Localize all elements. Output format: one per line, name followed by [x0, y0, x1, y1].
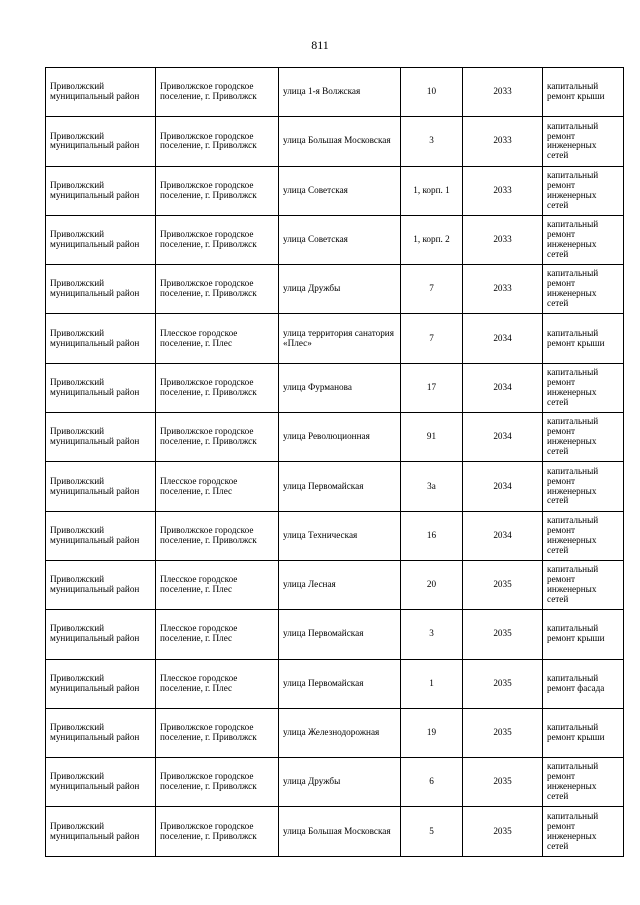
planned-year-cell: 2035: [463, 758, 543, 807]
work-type-cell: капитальный ремонт крыши: [543, 68, 624, 117]
table-row: [46, 708, 624, 757]
street-cell: улица 1-я Волжская: [279, 68, 401, 117]
municipal-district-cell: Приволжский муниципальный район: [46, 659, 156, 708]
municipal-district-cell: Приволжский муниципальный район: [46, 708, 156, 757]
settlement-cell: Плесское городское поселение, г. Плес: [156, 560, 279, 609]
house-number-cell: 3: [401, 117, 463, 166]
planned-year-cell: 2034: [463, 511, 543, 560]
work-type-cell: капитальный ремонт инженерных сетей: [543, 413, 624, 462]
planned-year-cell: 2035: [463, 807, 543, 856]
table-row: [46, 659, 624, 708]
municipal-district-cell: Приволжский муниципальный район: [46, 117, 156, 166]
house-number-cell: 1, корп. 2: [401, 215, 463, 264]
table-row: [46, 610, 624, 659]
work-type-cell: капитальный ремонт инженерных сетей: [543, 363, 624, 412]
table-row: [46, 462, 624, 511]
settlement-cell: Приволжское городское поселение, г. Приволжск: [156, 117, 279, 166]
settlement-cell: Приволжское городское поселение, г. Приволжск: [156, 758, 279, 807]
house-number-cell: 17: [401, 363, 463, 412]
planned-year-cell: 2035: [463, 560, 543, 609]
municipal-district-cell: Приволжский муниципальный район: [46, 265, 156, 314]
planned-year-cell: 2033: [463, 215, 543, 264]
table-row: [46, 117, 624, 166]
street-cell: улица Первомайская: [279, 462, 401, 511]
municipal-district-cell: Приволжский муниципальный район: [46, 610, 156, 659]
house-number-cell: 3а: [401, 462, 463, 511]
street-cell: улица Советская: [279, 215, 401, 264]
planned-year-cell: 2035: [463, 659, 543, 708]
municipal-district-cell: Приволжский муниципальный район: [46, 215, 156, 264]
street-cell: улица Революционная: [279, 413, 401, 462]
planned-year-cell: 2034: [463, 413, 543, 462]
work-type-cell: капитальный ремонт инженерных сетей: [543, 117, 624, 166]
municipal-district-cell: Приволжский муниципальный район: [46, 462, 156, 511]
table-row: [46, 166, 624, 215]
street-cell: улица Большая Московская: [279, 117, 401, 166]
table-row: [46, 758, 624, 807]
table-row: [46, 807, 624, 856]
settlement-cell: Плесское городское поселение, г. Плес: [156, 610, 279, 659]
house-number-cell: 5: [401, 807, 463, 856]
settlement-cell: Плесское городское поселение, г. Плес: [156, 314, 279, 363]
house-number-cell: 6: [401, 758, 463, 807]
settlement-cell: Приволжское городское поселение, г. Приволжск: [156, 511, 279, 560]
street-cell: улица Железнодорожная: [279, 708, 401, 757]
house-number-cell: 1: [401, 659, 463, 708]
house-number-cell: 10: [401, 68, 463, 117]
table-row: [46, 560, 624, 609]
house-number-cell: 16: [401, 511, 463, 560]
settlement-cell: Приволжское городское поселение, г. Приволжск: [156, 68, 279, 117]
settlement-cell: Приволжское городское поселение, г. Приволжск: [156, 708, 279, 757]
municipal-district-cell: Приволжский муниципальный район: [46, 758, 156, 807]
house-number-cell: 7: [401, 314, 463, 363]
municipal-district-cell: Приволжский муниципальный район: [46, 166, 156, 215]
work-type-cell: капитальный ремонт фасада: [543, 659, 624, 708]
municipal-district-cell: Приволжский муниципальный район: [46, 560, 156, 609]
settlement-cell: Приволжское городское поселение, г. Приволжск: [156, 265, 279, 314]
street-cell: улица Лесная: [279, 560, 401, 609]
work-type-cell: капитальный ремонт инженерных сетей: [543, 166, 624, 215]
work-type-cell: капитальный ремонт крыши: [543, 610, 624, 659]
planned-year-cell: 2034: [463, 314, 543, 363]
work-type-cell: капитальный ремонт инженерных сетей: [543, 265, 624, 314]
work-type-cell: капитальный ремонт инженерных сетей: [543, 462, 624, 511]
settlement-cell: Приволжское городское поселение, г. Приволжск: [156, 215, 279, 264]
table-body: [46, 68, 624, 857]
house-number-cell: 19: [401, 708, 463, 757]
street-cell: улица Первомайская: [279, 610, 401, 659]
settlement-cell: Приволжское городское поселение, г. Приволжск: [156, 413, 279, 462]
planned-year-cell: 2033: [463, 117, 543, 166]
work-type-cell: капитальный ремонт инженерных сетей: [543, 758, 624, 807]
settlement-cell: Плесское городское поселение, г. Плес: [156, 659, 279, 708]
table-row: [46, 265, 624, 314]
table-row: [46, 511, 624, 560]
work-type-cell: капитальный ремонт инженерных сетей: [543, 807, 624, 856]
planned-year-cell: 2033: [463, 265, 543, 314]
street-cell: улица Дружбы: [279, 758, 401, 807]
street-cell: улица Дружбы: [279, 265, 401, 314]
work-type-cell: капитальный ремонт инженерных сетей: [543, 215, 624, 264]
street-cell: улица Фурманова: [279, 363, 401, 412]
municipal-district-cell: Приволжский муниципальный район: [46, 363, 156, 412]
planned-year-cell: 2034: [463, 462, 543, 511]
street-cell: улица Советская: [279, 166, 401, 215]
street-cell: улица Первомайская: [279, 659, 401, 708]
house-number-cell: 1, корп. 1: [401, 166, 463, 215]
work-type-cell: капитальный ремонт инженерных сетей: [543, 511, 624, 560]
table-row: [46, 363, 624, 412]
house-number-cell: 91: [401, 413, 463, 462]
municipal-district-cell: Приволжский муниципальный район: [46, 314, 156, 363]
street-cell: улица Большая Московская: [279, 807, 401, 856]
table-row: [46, 215, 624, 264]
municipal-district-cell: Приволжский муниципальный район: [46, 68, 156, 117]
planned-year-cell: 2034: [463, 363, 543, 412]
municipal-district-cell: Приволжский муниципальный район: [46, 807, 156, 856]
settlement-cell: Приволжское городское поселение, г. Приволжск: [156, 363, 279, 412]
planned-year-cell: 2033: [463, 68, 543, 117]
house-number-cell: 3: [401, 610, 463, 659]
street-cell: улица Техническая: [279, 511, 401, 560]
house-number-cell: 20: [401, 560, 463, 609]
planned-year-cell: 2033: [463, 166, 543, 215]
work-type-cell: капитальный ремонт крыши: [543, 708, 624, 757]
settlement-cell: Приволжское городское поселение, г. Приволжск: [156, 807, 279, 856]
house-number-cell: 7: [401, 265, 463, 314]
settlement-cell: Приволжское городское поселение, г. Приволжск: [156, 166, 279, 215]
table-row: [46, 68, 624, 117]
table-row: [46, 314, 624, 363]
municipal-district-cell: Приволжский муниципальный район: [46, 413, 156, 462]
work-type-cell: капитальный ремонт инженерных сетей: [543, 560, 624, 609]
page-number: 811: [311, 38, 329, 52]
work-type-cell: капитальный ремонт крыши: [543, 314, 624, 363]
settlement-cell: Плесское городское поселение, г. Плес: [156, 462, 279, 511]
planned-year-cell: 2035: [463, 708, 543, 757]
planned-year-cell: 2035: [463, 610, 543, 659]
repair-schedule-table: [45, 67, 624, 857]
street-cell: улица территория санатория «Плес»: [279, 314, 401, 363]
municipal-district-cell: Приволжский муниципальный район: [46, 511, 156, 560]
table-row: [46, 413, 624, 462]
